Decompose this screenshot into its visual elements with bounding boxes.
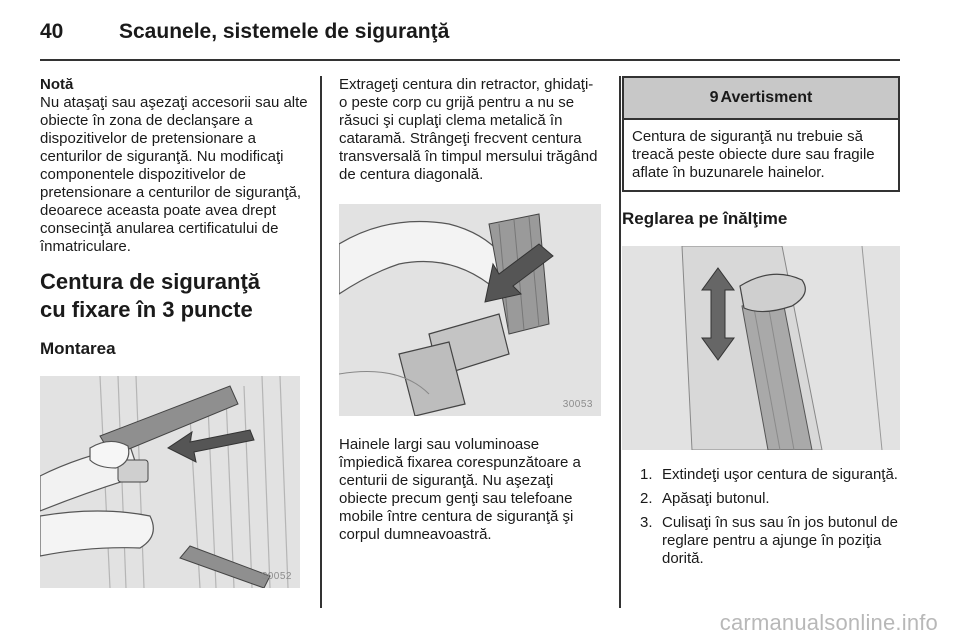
step-item (622, 466, 900, 484)
warning-box (622, 76, 900, 192)
figure-height-adjuster (622, 246, 900, 450)
belt-fastening-illustration (40, 376, 300, 588)
column-divider-2 (619, 76, 621, 608)
warning-text: Centura de siguranţă nu trebuie să treacă peste obiecte dure sau fragile aflate în buzunarele hainelor. (632, 128, 875, 181)
paragraph-clothing: Hainele largi sau voluminoase împiedică fixarea corespunzătoare a centurii de siguranţă. Nu aşezaţi obiecte precum genţi sau telefoane mobile între centura de siguranţă şi corpul dumneavoastră. (339, 436, 581, 543)
step-text: Extindeţi uşor centura de siguranţă. (662, 466, 898, 483)
step-text: Apăsaţi butonul. (662, 490, 770, 507)
step-item (622, 490, 900, 508)
page-number: 40 (40, 20, 64, 43)
step-number: 1. (640, 466, 653, 483)
warning-header (624, 78, 898, 120)
note-text: Nu ataşaţi sau aşezaţi accesorii sau alte obiecte în zona de declanşare a dispozitivelor de pretensionare a centurilor de siguranţă. Nu modificaţi componentele dispozitivelor de pretensionare a centurilor de siguranţă, deoarece aceasta poate avea drept consecinţă anularea certificatului de înmatriculare. (40, 94, 308, 255)
buckle-tightening-illustration (339, 204, 601, 416)
step-text: Culisaţi în sus sau în jos butonul de reglare pentru a ajunge în poziţia dorită. (662, 514, 898, 567)
watermark: carmanualsonline.info (719, 610, 938, 635)
note-title: Notă (40, 76, 74, 93)
figure-number: 30053 (562, 399, 593, 410)
column-left (40, 76, 310, 588)
warning-title: Avertisment (720, 89, 813, 106)
figure-buckle-tightening (339, 204, 601, 416)
height-adjuster-illustration (622, 246, 900, 450)
section-title-height-adjust: Reglarea pe înălţime (622, 209, 788, 228)
page-header (0, 0, 960, 60)
column-middle (339, 76, 601, 544)
warning-icon: 9 (709, 89, 719, 106)
step-number: 2. (640, 490, 653, 507)
figure-number: 30052 (261, 571, 292, 582)
step-item (622, 514, 900, 568)
page-title: Scaunele, sistemele de siguranţă (119, 20, 450, 43)
column-right (622, 76, 900, 574)
figure-fastening-belt (40, 376, 300, 588)
paragraph-pull-belt: Extrageţi centura din retractor, ghidaţi-o peste corp cu grijă pentru a nu se răsuci şi cuplaţi clema metalică în cataramă. Strângeţi frecvent centura transversală în timpul mersului trăgând de centura diagonală. (339, 76, 598, 183)
section-title-3-point-belt: Centura de siguranţă cu fixare în 3 puncte (40, 269, 261, 322)
step-number: 3. (640, 514, 653, 531)
subsection-title-montarea: Montarea (40, 339, 116, 358)
header-divider (40, 59, 900, 61)
adjustment-steps (622, 466, 900, 568)
column-divider-1 (320, 76, 322, 608)
